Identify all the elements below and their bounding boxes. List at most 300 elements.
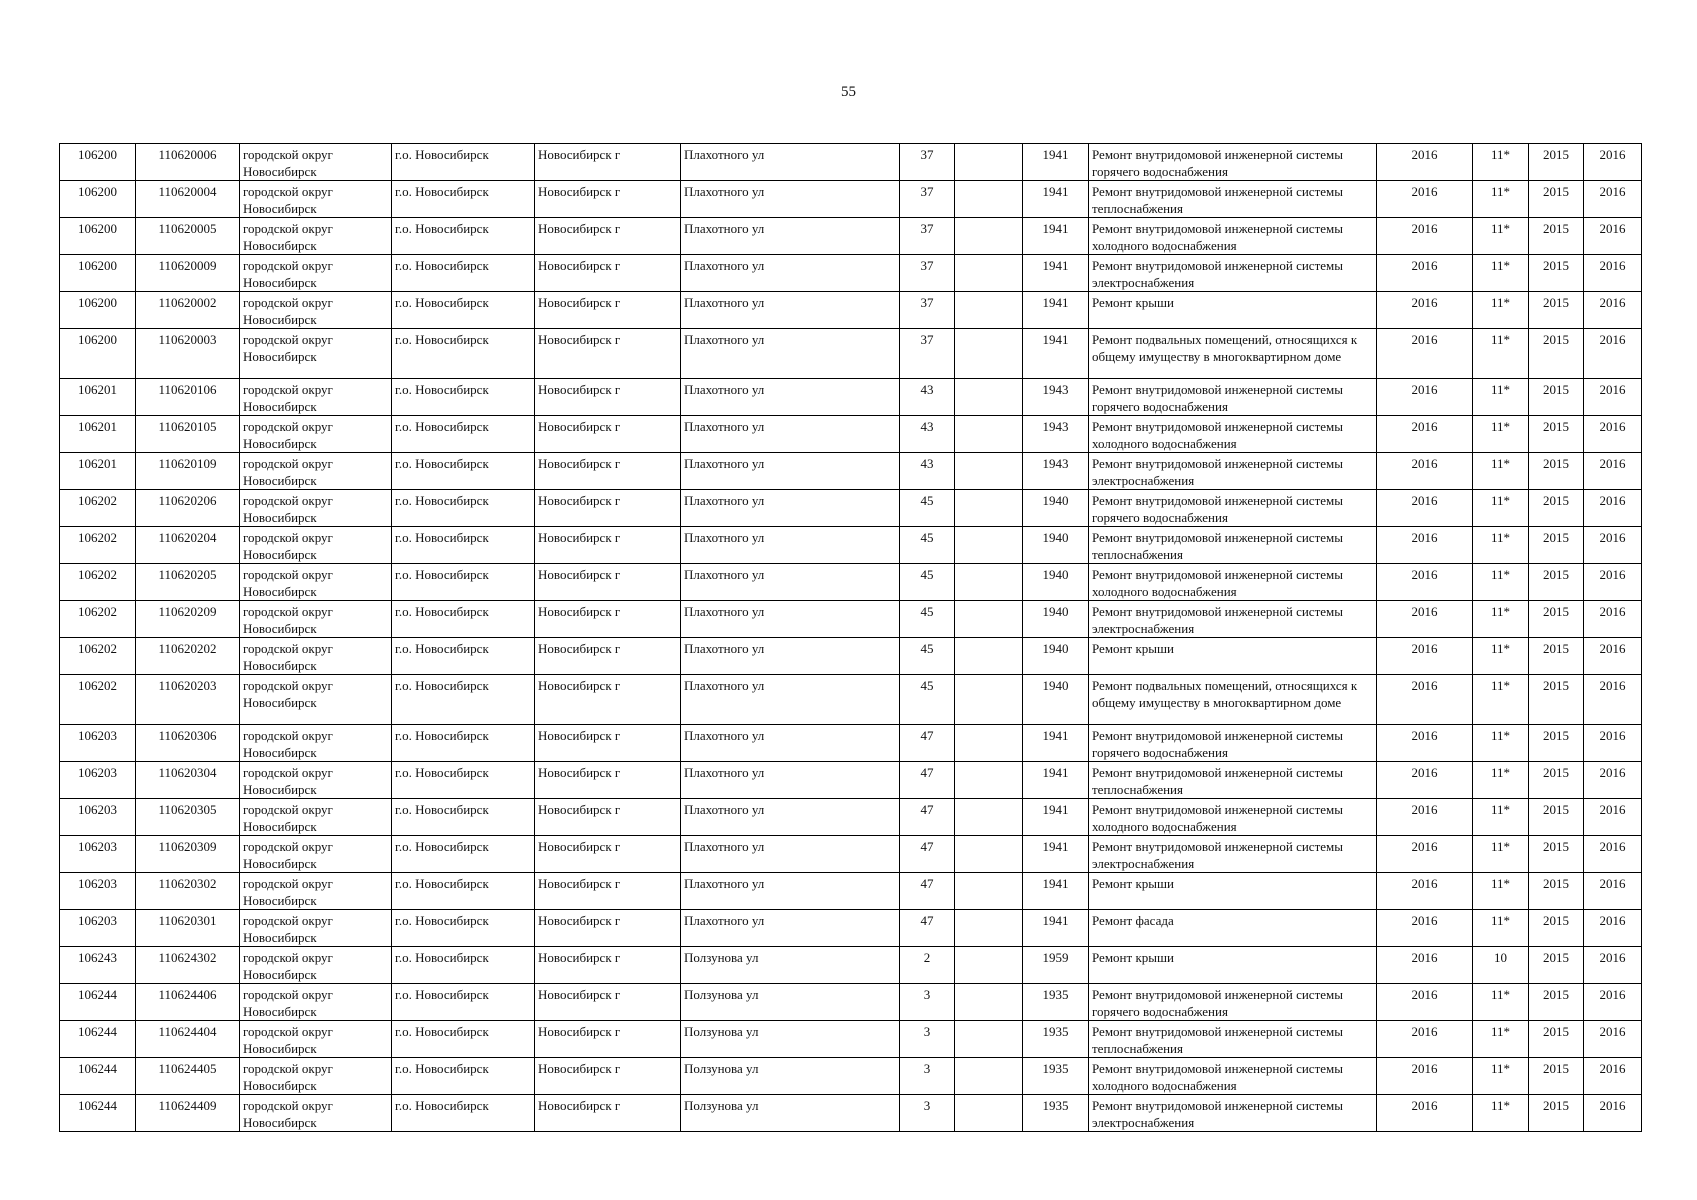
- cell-house-id: 106244: [60, 1058, 136, 1095]
- cell-building: [955, 379, 1023, 416]
- cell-work-type: Ремонт внутридомовой инженерной системы холодного водоснабжения: [1089, 564, 1377, 601]
- cell-year-built: 1940: [1023, 527, 1089, 564]
- cell-record-id: 110620304: [136, 762, 240, 799]
- table-row: [60, 564, 1642, 601]
- cell-house-number: 3: [900, 984, 955, 1021]
- cell-house-id: 106202: [60, 527, 136, 564]
- cell-house-number: 47: [900, 873, 955, 910]
- cell-locality: Новосибирск г: [535, 379, 681, 416]
- cell-work-type: Ремонт внутридомовой инженерной системы холодного водоснабжения: [1089, 799, 1377, 836]
- cell-work-type: Ремонт внутридомовой инженерной системы горячего водоснабжения: [1089, 490, 1377, 527]
- cell-end-year: 2016: [1584, 255, 1642, 292]
- cell-plan-year: 2016: [1377, 910, 1473, 947]
- cell-municipal-district: г.о. Новосибирск: [392, 638, 535, 675]
- table-row: [60, 1021, 1642, 1058]
- cell-end-year: 2016: [1584, 799, 1642, 836]
- cell-municipal-district: г.о. Новосибирск: [392, 416, 535, 453]
- table-row: [60, 1095, 1642, 1132]
- table-row: [60, 490, 1642, 527]
- cell-locality: Новосибирск г: [535, 762, 681, 799]
- cell-municipality: городской округ Новосибирск: [240, 379, 392, 416]
- table-row: [60, 416, 1642, 453]
- cell-locality: Новосибирск г: [535, 453, 681, 490]
- cell-work-type: Ремонт внутридомовой инженерной системы горячего водоснабжения: [1089, 725, 1377, 762]
- cell-plan-year: 2016: [1377, 601, 1473, 638]
- cell-house-number: 47: [900, 762, 955, 799]
- cell-plan-year: 2016: [1377, 725, 1473, 762]
- cell-municipality: городской округ Новосибирск: [240, 144, 392, 181]
- cell-category: 11*: [1473, 799, 1529, 836]
- cell-house-id: 106203: [60, 725, 136, 762]
- cell-municipality: городской округ Новосибирск: [240, 564, 392, 601]
- cell-building: [955, 490, 1023, 527]
- cell-start-year: 2015: [1529, 725, 1584, 762]
- cell-work-type: Ремонт внутридомовой инженерной системы теплоснабжения: [1089, 762, 1377, 799]
- cell-municipality: городской округ Новосибирск: [240, 873, 392, 910]
- cell-category: 11*: [1473, 453, 1529, 490]
- cell-end-year: 2016: [1584, 910, 1642, 947]
- cell-year-built: 1940: [1023, 601, 1089, 638]
- cell-house-id: 106202: [60, 675, 136, 725]
- cell-street: Ползунова ул: [681, 1021, 900, 1058]
- cell-year-built: 1935: [1023, 1058, 1089, 1095]
- cell-house-number: 37: [900, 218, 955, 255]
- cell-category: 11*: [1473, 984, 1529, 1021]
- cell-end-year: 2016: [1584, 416, 1642, 453]
- table-row: [60, 527, 1642, 564]
- cell-municipal-district: г.о. Новосибирск: [392, 675, 535, 725]
- cell-municipal-district: г.о. Новосибирск: [392, 490, 535, 527]
- cell-work-type: Ремонт внутридомовой инженерной системы теплоснабжения: [1089, 181, 1377, 218]
- cell-municipal-district: г.о. Новосибирск: [392, 1095, 535, 1132]
- cell-municipality: городской округ Новосибирск: [240, 836, 392, 873]
- cell-house-id: 106244: [60, 984, 136, 1021]
- cell-street: Плахотного ул: [681, 762, 900, 799]
- cell-plan-year: 2016: [1377, 1095, 1473, 1132]
- cell-house-number: 43: [900, 453, 955, 490]
- cell-building: [955, 527, 1023, 564]
- cell-locality: Новосибирск г: [535, 725, 681, 762]
- cell-house-number: 45: [900, 638, 955, 675]
- cell-street: Плахотного ул: [681, 527, 900, 564]
- repair-program-table: [59, 143, 1642, 1132]
- cell-municipality: городской округ Новосибирск: [240, 416, 392, 453]
- cell-start-year: 2015: [1529, 181, 1584, 218]
- cell-locality: Новосибирск г: [535, 675, 681, 725]
- cell-end-year: 2016: [1584, 984, 1642, 1021]
- cell-end-year: 2016: [1584, 564, 1642, 601]
- cell-work-type: Ремонт внутридомовой инженерной системы теплоснабжения: [1089, 1021, 1377, 1058]
- cell-locality: Новосибирск г: [535, 1021, 681, 1058]
- cell-work-type: Ремонт внутридомовой инженерной системы электроснабжения: [1089, 255, 1377, 292]
- cell-category: 11*: [1473, 255, 1529, 292]
- cell-street: Плахотного ул: [681, 490, 900, 527]
- cell-year-built: 1941: [1023, 725, 1089, 762]
- cell-work-type: Ремонт фасада: [1089, 910, 1377, 947]
- cell-year-built: 1941: [1023, 873, 1089, 910]
- cell-house-number: 45: [900, 527, 955, 564]
- cell-house-id: 106244: [60, 1021, 136, 1058]
- cell-building: [955, 947, 1023, 984]
- cell-municipality: городской округ Новосибирск: [240, 490, 392, 527]
- cell-building: [955, 416, 1023, 453]
- cell-category: 11*: [1473, 329, 1529, 379]
- cell-end-year: 2016: [1584, 218, 1642, 255]
- cell-building: [955, 836, 1023, 873]
- cell-municipality: городской округ Новосибирск: [240, 638, 392, 675]
- cell-start-year: 2015: [1529, 1058, 1584, 1095]
- cell-street: Плахотного ул: [681, 329, 900, 379]
- cell-municipal-district: г.о. Новосибирск: [392, 984, 535, 1021]
- cell-street: Плахотного ул: [681, 638, 900, 675]
- cell-category: 10: [1473, 947, 1529, 984]
- cell-start-year: 2015: [1529, 255, 1584, 292]
- cell-locality: Новосибирск г: [535, 527, 681, 564]
- cell-building: [955, 292, 1023, 329]
- cell-locality: Новосибирск г: [535, 947, 681, 984]
- cell-municipal-district: г.о. Новосибирск: [392, 725, 535, 762]
- cell-locality: Новосибирск г: [535, 255, 681, 292]
- cell-municipal-district: г.о. Новосибирск: [392, 218, 535, 255]
- cell-locality: Новосибирск г: [535, 564, 681, 601]
- cell-work-type: Ремонт крыши: [1089, 638, 1377, 675]
- cell-record-id: 110624409: [136, 1095, 240, 1132]
- cell-category: 11*: [1473, 490, 1529, 527]
- cell-locality: Новосибирск г: [535, 799, 681, 836]
- cell-work-type: Ремонт внутридомовой инженерной системы холодного водоснабжения: [1089, 218, 1377, 255]
- cell-start-year: 2015: [1529, 873, 1584, 910]
- cell-start-year: 2015: [1529, 218, 1584, 255]
- cell-municipal-district: г.о. Новосибирск: [392, 527, 535, 564]
- cell-plan-year: 2016: [1377, 218, 1473, 255]
- cell-work-type: Ремонт внутридомовой инженерной системы горячего водоснабжения: [1089, 984, 1377, 1021]
- cell-plan-year: 2016: [1377, 836, 1473, 873]
- cell-municipal-district: г.о. Новосибирск: [392, 799, 535, 836]
- cell-building: [955, 1095, 1023, 1132]
- cell-category: 11*: [1473, 675, 1529, 725]
- cell-building: [955, 564, 1023, 601]
- table-row: [60, 836, 1642, 873]
- cell-house-id: 106203: [60, 910, 136, 947]
- table-row: [60, 947, 1642, 984]
- cell-building: [955, 638, 1023, 675]
- cell-start-year: 2015: [1529, 836, 1584, 873]
- cell-category: 11*: [1473, 292, 1529, 329]
- cell-municipal-district: г.о. Новосибирск: [392, 910, 535, 947]
- cell-work-type: Ремонт подвальных помещений, относящихся к общему имуществу в многоквартирном доме: [1089, 329, 1377, 379]
- table-row: [60, 144, 1642, 181]
- cell-record-id: 110624405: [136, 1058, 240, 1095]
- cell-house-id: 106200: [60, 181, 136, 218]
- cell-start-year: 2015: [1529, 379, 1584, 416]
- cell-locality: Новосибирск г: [535, 1095, 681, 1132]
- cell-start-year: 2015: [1529, 638, 1584, 675]
- cell-locality: Новосибирск г: [535, 329, 681, 379]
- cell-house-number: 45: [900, 601, 955, 638]
- page-number: 55: [841, 84, 856, 100]
- cell-house-number: 45: [900, 675, 955, 725]
- cell-year-built: 1941: [1023, 836, 1089, 873]
- cell-building: [955, 1021, 1023, 1058]
- cell-plan-year: 2016: [1377, 1021, 1473, 1058]
- cell-locality: Новосибирск г: [535, 873, 681, 910]
- table-row: [60, 218, 1642, 255]
- cell-building: [955, 218, 1023, 255]
- cell-building: [955, 453, 1023, 490]
- cell-start-year: 2015: [1529, 453, 1584, 490]
- cell-municipality: городской округ Новосибирск: [240, 527, 392, 564]
- cell-work-type: Ремонт внутридомовой инженерной системы теплоснабжения: [1089, 527, 1377, 564]
- cell-category: 11*: [1473, 144, 1529, 181]
- cell-start-year: 2015: [1529, 329, 1584, 379]
- cell-category: 11*: [1473, 762, 1529, 799]
- cell-street: Плахотного ул: [681, 601, 900, 638]
- cell-municipality: городской округ Новосибирск: [240, 725, 392, 762]
- cell-end-year: 2016: [1584, 638, 1642, 675]
- cell-record-id: 110624302: [136, 947, 240, 984]
- cell-category: 11*: [1473, 910, 1529, 947]
- cell-year-built: 1935: [1023, 1021, 1089, 1058]
- cell-municipality: городской округ Новосибирск: [240, 329, 392, 379]
- cell-municipal-district: г.о. Новосибирск: [392, 379, 535, 416]
- cell-house-id: 106203: [60, 799, 136, 836]
- cell-category: 11*: [1473, 1095, 1529, 1132]
- cell-municipality: городской округ Новосибирск: [240, 910, 392, 947]
- cell-start-year: 2015: [1529, 910, 1584, 947]
- cell-house-number: 37: [900, 292, 955, 329]
- cell-locality: Новосибирск г: [535, 984, 681, 1021]
- cell-work-type: Ремонт крыши: [1089, 947, 1377, 984]
- cell-end-year: 2016: [1584, 1021, 1642, 1058]
- cell-locality: Новосибирск г: [535, 1058, 681, 1095]
- cell-locality: Новосибирск г: [535, 144, 681, 181]
- cell-plan-year: 2016: [1377, 1058, 1473, 1095]
- cell-plan-year: 2016: [1377, 416, 1473, 453]
- cell-house-id: 106201: [60, 379, 136, 416]
- cell-plan-year: 2016: [1377, 947, 1473, 984]
- cell-locality: Новосибирск г: [535, 910, 681, 947]
- cell-record-id: 110620009: [136, 255, 240, 292]
- cell-end-year: 2016: [1584, 490, 1642, 527]
- cell-house-number: 47: [900, 725, 955, 762]
- cell-locality: Новосибирск г: [535, 490, 681, 527]
- cell-year-built: 1941: [1023, 218, 1089, 255]
- cell-street: Плахотного ул: [681, 218, 900, 255]
- cell-plan-year: 2016: [1377, 379, 1473, 416]
- cell-municipality: городской округ Новосибирск: [240, 762, 392, 799]
- cell-street: Плахотного ул: [681, 144, 900, 181]
- cell-building: [955, 255, 1023, 292]
- table-row: [60, 725, 1642, 762]
- cell-record-id: 110620205: [136, 564, 240, 601]
- cell-record-id: 110620305: [136, 799, 240, 836]
- cell-start-year: 2015: [1529, 1021, 1584, 1058]
- table-row: [60, 799, 1642, 836]
- cell-street: Плахотного ул: [681, 453, 900, 490]
- cell-house-number: 43: [900, 416, 955, 453]
- cell-municipality: городской округ Новосибирск: [240, 181, 392, 218]
- cell-year-built: 1935: [1023, 984, 1089, 1021]
- cell-category: 11*: [1473, 564, 1529, 601]
- cell-street: Плахотного ул: [681, 379, 900, 416]
- table-row: [60, 292, 1642, 329]
- cell-house-id: 106200: [60, 292, 136, 329]
- cell-start-year: 2015: [1529, 564, 1584, 601]
- cell-plan-year: 2016: [1377, 329, 1473, 379]
- cell-year-built: 1940: [1023, 638, 1089, 675]
- cell-record-id: 110620202: [136, 638, 240, 675]
- table-row: [60, 638, 1642, 675]
- cell-municipal-district: г.о. Новосибирск: [392, 836, 535, 873]
- cell-category: 11*: [1473, 601, 1529, 638]
- cell-record-id: 110620209: [136, 601, 240, 638]
- cell-municipality: городской округ Новосибирск: [240, 601, 392, 638]
- table-body: [60, 144, 1642, 1132]
- cell-locality: Новосибирск г: [535, 416, 681, 453]
- cell-work-type: Ремонт внутридомовой инженерной системы электроснабжения: [1089, 453, 1377, 490]
- cell-street: Плахотного ул: [681, 181, 900, 218]
- cell-record-id: 110620301: [136, 910, 240, 947]
- cell-plan-year: 2016: [1377, 527, 1473, 564]
- cell-street: Плахотного ул: [681, 564, 900, 601]
- cell-work-type: Ремонт подвальных помещений, относящихся к общему имуществу в многоквартирном доме: [1089, 675, 1377, 725]
- cell-plan-year: 2016: [1377, 564, 1473, 601]
- table-row: [60, 329, 1642, 379]
- cell-house-id: 106202: [60, 601, 136, 638]
- cell-municipality: городской округ Новосибирск: [240, 255, 392, 292]
- cell-work-type: Ремонт внутридомовой инженерной системы горячего водоснабжения: [1089, 379, 1377, 416]
- cell-year-built: 1941: [1023, 799, 1089, 836]
- cell-locality: Новосибирск г: [535, 218, 681, 255]
- cell-record-id: 110620105: [136, 416, 240, 453]
- cell-municipal-district: г.о. Новосибирск: [392, 762, 535, 799]
- cell-building: [955, 725, 1023, 762]
- cell-year-built: 1940: [1023, 564, 1089, 601]
- cell-building: [955, 762, 1023, 799]
- cell-municipal-district: г.о. Новосибирск: [392, 255, 535, 292]
- cell-work-type: Ремонт крыши: [1089, 292, 1377, 329]
- table-row: [60, 675, 1642, 725]
- cell-plan-year: 2016: [1377, 144, 1473, 181]
- cell-street: Плахотного ул: [681, 873, 900, 910]
- cell-house-number: 37: [900, 255, 955, 292]
- cell-locality: Новосибирск г: [535, 836, 681, 873]
- cell-start-year: 2015: [1529, 601, 1584, 638]
- cell-category: 11*: [1473, 218, 1529, 255]
- cell-municipal-district: г.о. Новосибирск: [392, 292, 535, 329]
- cell-plan-year: 2016: [1377, 762, 1473, 799]
- cell-house-id: 106203: [60, 873, 136, 910]
- table-row: [60, 601, 1642, 638]
- cell-street: Плахотного ул: [681, 910, 900, 947]
- cell-work-type: Ремонт внутридомовой инженерной системы горячего водоснабжения: [1089, 144, 1377, 181]
- cell-record-id: 110620004: [136, 181, 240, 218]
- table-row: [60, 762, 1642, 799]
- cell-plan-year: 2016: [1377, 453, 1473, 490]
- table-row: [60, 181, 1642, 218]
- cell-plan-year: 2016: [1377, 799, 1473, 836]
- cell-house-id: 106202: [60, 490, 136, 527]
- cell-record-id: 110620003: [136, 329, 240, 379]
- cell-house-number: 3: [900, 1095, 955, 1132]
- cell-locality: Новосибирск г: [535, 181, 681, 218]
- cell-category: 11*: [1473, 873, 1529, 910]
- cell-building: [955, 873, 1023, 910]
- cell-work-type: Ремонт внутридомовой инженерной системы холодного водоснабжения: [1089, 1058, 1377, 1095]
- cell-year-built: 1940: [1023, 675, 1089, 725]
- cell-end-year: 2016: [1584, 1058, 1642, 1095]
- cell-street: Ползунова ул: [681, 1058, 900, 1095]
- cell-municipal-district: г.о. Новосибирск: [392, 947, 535, 984]
- table-row: [60, 873, 1642, 910]
- cell-municipality: городской округ Новосибирск: [240, 675, 392, 725]
- cell-start-year: 2015: [1529, 762, 1584, 799]
- cell-category: 11*: [1473, 379, 1529, 416]
- cell-start-year: 2015: [1529, 799, 1584, 836]
- cell-house-number: 37: [900, 181, 955, 218]
- cell-municipal-district: г.о. Новосибирск: [392, 144, 535, 181]
- cell-building: [955, 910, 1023, 947]
- cell-end-year: 2016: [1584, 379, 1642, 416]
- cell-municipal-district: г.о. Новосибирск: [392, 181, 535, 218]
- cell-category: 11*: [1473, 527, 1529, 564]
- cell-end-year: 2016: [1584, 329, 1642, 379]
- cell-house-id: 106202: [60, 638, 136, 675]
- cell-category: 11*: [1473, 1058, 1529, 1095]
- cell-municipal-district: г.о. Новосибирск: [392, 329, 535, 379]
- cell-end-year: 2016: [1584, 527, 1642, 564]
- cell-plan-year: 2016: [1377, 181, 1473, 218]
- cell-record-id: 110624406: [136, 984, 240, 1021]
- cell-year-built: 1941: [1023, 329, 1089, 379]
- cell-building: [955, 144, 1023, 181]
- cell-plan-year: 2016: [1377, 255, 1473, 292]
- cell-house-number: 47: [900, 799, 955, 836]
- cell-category: 11*: [1473, 836, 1529, 873]
- cell-year-built: 1959: [1023, 947, 1089, 984]
- cell-building: [955, 181, 1023, 218]
- cell-municipal-district: г.о. Новосибирск: [392, 564, 535, 601]
- cell-category: 11*: [1473, 181, 1529, 218]
- cell-year-built: 1935: [1023, 1095, 1089, 1132]
- cell-building: [955, 1058, 1023, 1095]
- table-row: [60, 1058, 1642, 1095]
- cell-record-id: 110620006: [136, 144, 240, 181]
- cell-end-year: 2016: [1584, 144, 1642, 181]
- cell-start-year: 2015: [1529, 490, 1584, 527]
- cell-house-id: 106243: [60, 947, 136, 984]
- cell-municipality: городской округ Новосибирск: [240, 453, 392, 490]
- cell-work-type: Ремонт внутридомовой инженерной системы электроснабжения: [1089, 601, 1377, 638]
- cell-work-type: Ремонт внутридомовой инженерной системы электроснабжения: [1089, 836, 1377, 873]
- cell-house-number: 43: [900, 379, 955, 416]
- cell-start-year: 2015: [1529, 675, 1584, 725]
- cell-building: [955, 675, 1023, 725]
- cell-end-year: 2016: [1584, 947, 1642, 984]
- cell-plan-year: 2016: [1377, 292, 1473, 329]
- cell-street: Плахотного ул: [681, 675, 900, 725]
- cell-record-id: 110620302: [136, 873, 240, 910]
- cell-work-type: Ремонт внутридомовой инженерной системы холодного водоснабжения: [1089, 416, 1377, 453]
- cell-category: 11*: [1473, 638, 1529, 675]
- cell-end-year: 2016: [1584, 292, 1642, 329]
- table-row: [60, 255, 1642, 292]
- table-row: [60, 910, 1642, 947]
- cell-start-year: 2015: [1529, 527, 1584, 564]
- cell-house-number: 47: [900, 910, 955, 947]
- table-row: [60, 379, 1642, 416]
- cell-end-year: 2016: [1584, 675, 1642, 725]
